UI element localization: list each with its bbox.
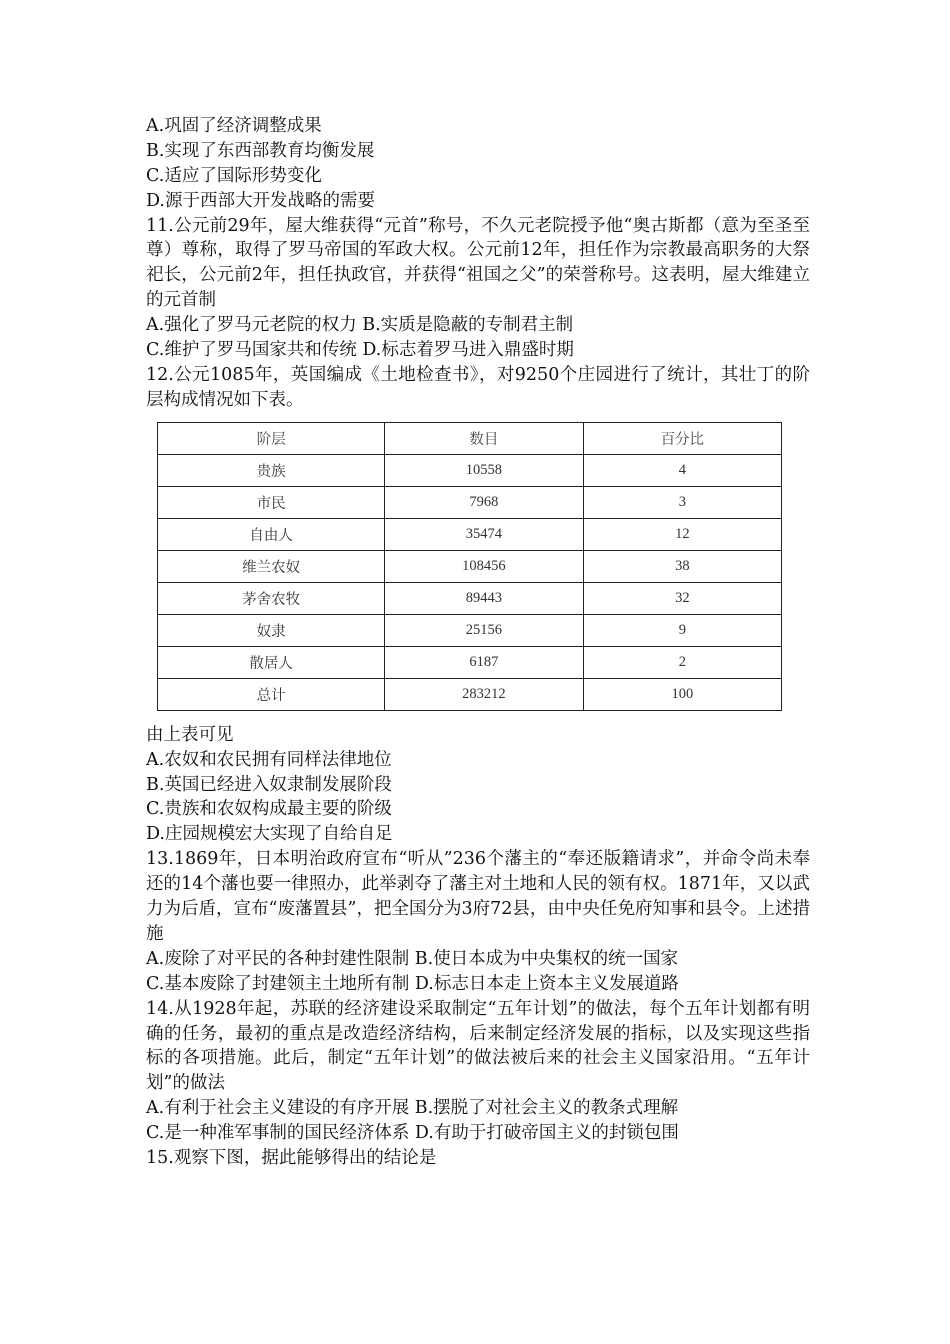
question-12 (146, 363, 810, 847)
q11-options-cd: C.维护了罗马国家共和传统 D.标志着罗马进入鼎盛时期 (146, 340, 574, 361)
table-header-row (158, 422, 782, 454)
q13-stem: 13.1869年，日本明治政府宣布“听从”236个藩主的“奉还版籍请求”，并命令尚未奉还的14个藩也要一律照办，此举剥夺了藩主对土地和人民的领有权。1871年，又以武力为后盾，宣布“废藩置县”，把全国分为3府72县，由中央任免府知事和县令。上述措施 (146, 849, 810, 944)
cell-class: 贵族 (158, 454, 385, 486)
cell-class: 自由人 (158, 518, 385, 550)
question-11 (146, 214, 810, 363)
cell-count: 35474 (385, 518, 583, 550)
table-row (158, 582, 782, 614)
cell-class: 总计 (158, 678, 385, 710)
q14-options-cd: C.是一种准军事制的国民经济体系 D.有助于打破帝国主义的封锁包围 (146, 1123, 679, 1144)
q12-option-b: B.英国已经进入奴隶制发展阶段 (146, 774, 392, 795)
cell-percent: 9 (583, 614, 781, 646)
header-count: 数目 (385, 422, 583, 454)
q10-options (146, 114, 810, 214)
q12-lead: 由上表可见 (146, 724, 234, 745)
q10-option-d: D.源于西部大开发战略的需要 (146, 190, 375, 211)
question-15 (146, 1146, 810, 1171)
table-row (158, 486, 782, 518)
cell-percent: 2 (583, 646, 781, 678)
cell-count: 108456 (385, 550, 583, 582)
table-row (158, 614, 782, 646)
q14-stem: 14.从1928年起，苏联的经济建设采取制定“五年计划”的做法，每个五年计划都有明确的任务，最初的重点是改造经济结构，后来制定经济发展的指标，以及实现这些指标的各项措施。此后，制定“五年计划”的做法被后来的社会主义国家沿用。“五年计划”的做法 (146, 998, 810, 1094)
q11-stem: 11.公元前29年，屋大维获得“元首”称号，不久元老院授予他“奥古斯都（意为至圣至尊）尊称，取得了罗马帝国的军政大权。公元前12年，担任作为宗教最高职务的大祭祀长，公元前2年，担任执政官，并获得“祖国之父”的荣誉称号。这表明，屋大维建立的元首制 (146, 215, 810, 311)
cell-class: 市民 (158, 486, 385, 518)
table-row-total (158, 678, 782, 710)
cell-count: 6187 (385, 646, 583, 678)
q12-stem: 12.公元1085年，英国编成《土地检查书》，对9250个庄园进行了统计，其壮丁的阶层构成情况如下表。 (146, 364, 810, 410)
question-14 (146, 997, 810, 1146)
exam-page (146, 114, 810, 1171)
q10-option-a: A.巩固了经济调整成果 (146, 116, 322, 136)
cell-count: 7968 (385, 486, 583, 518)
q10-option-c: C.适应了国际形势变化 (146, 165, 322, 186)
header-class: 阶层 (158, 422, 385, 454)
header-percent: 百分比 (583, 422, 781, 454)
q13-options-ab: A.废除了对平民的各种封建性限制 B.使日本成为中央集权的统一国家 (146, 948, 679, 969)
table-row (158, 518, 782, 550)
q13-options-cd: C.基本废除了封建领主土地所有制 D.标志日本走上资本主义发展道路 (146, 973, 679, 994)
cell-class: 散居人 (158, 646, 385, 678)
cell-percent: 12 (583, 518, 781, 550)
question-13 (146, 847, 810, 996)
q14-options-ab: A.有利于社会主义建设的有序开展 B.摆脱了对社会主义的教条式理解 (146, 1098, 679, 1119)
cell-class: 奴隶 (158, 614, 385, 646)
table-row (158, 454, 782, 486)
cell-count: 283212 (385, 678, 583, 710)
table-row (158, 550, 782, 582)
q15-stem: 15.观察下图，据此能够得出的结论是 (146, 1148, 437, 1169)
cell-count: 10558 (385, 454, 583, 486)
q12-option-d: D.庄园规模宏大实现了自给自足 (146, 824, 393, 845)
q10-option-b: B.实现了东西部教育均衡发展 (146, 140, 375, 161)
class-composition-table (157, 422, 782, 711)
q11-options-ab: A.强化了罗马元老院的权力 B.实质是隐蔽的专制君主制 (146, 315, 574, 336)
cell-percent: 38 (583, 550, 781, 582)
cell-count: 25156 (385, 614, 583, 646)
cell-count: 89443 (385, 582, 583, 614)
cell-class: 维兰农奴 (158, 550, 385, 582)
q12-option-a: A.农奴和农民拥有同样法律地位 (146, 749, 392, 770)
cell-class: 茅舍农牧 (158, 582, 385, 614)
q12-option-c: C.贵族和农奴构成最主要的阶级 (146, 799, 392, 820)
cell-percent: 4 (583, 454, 781, 486)
cell-percent: 32 (583, 582, 781, 614)
cell-percent: 3 (583, 486, 781, 518)
table-row (158, 646, 782, 678)
cell-percent: 100 (583, 678, 781, 710)
